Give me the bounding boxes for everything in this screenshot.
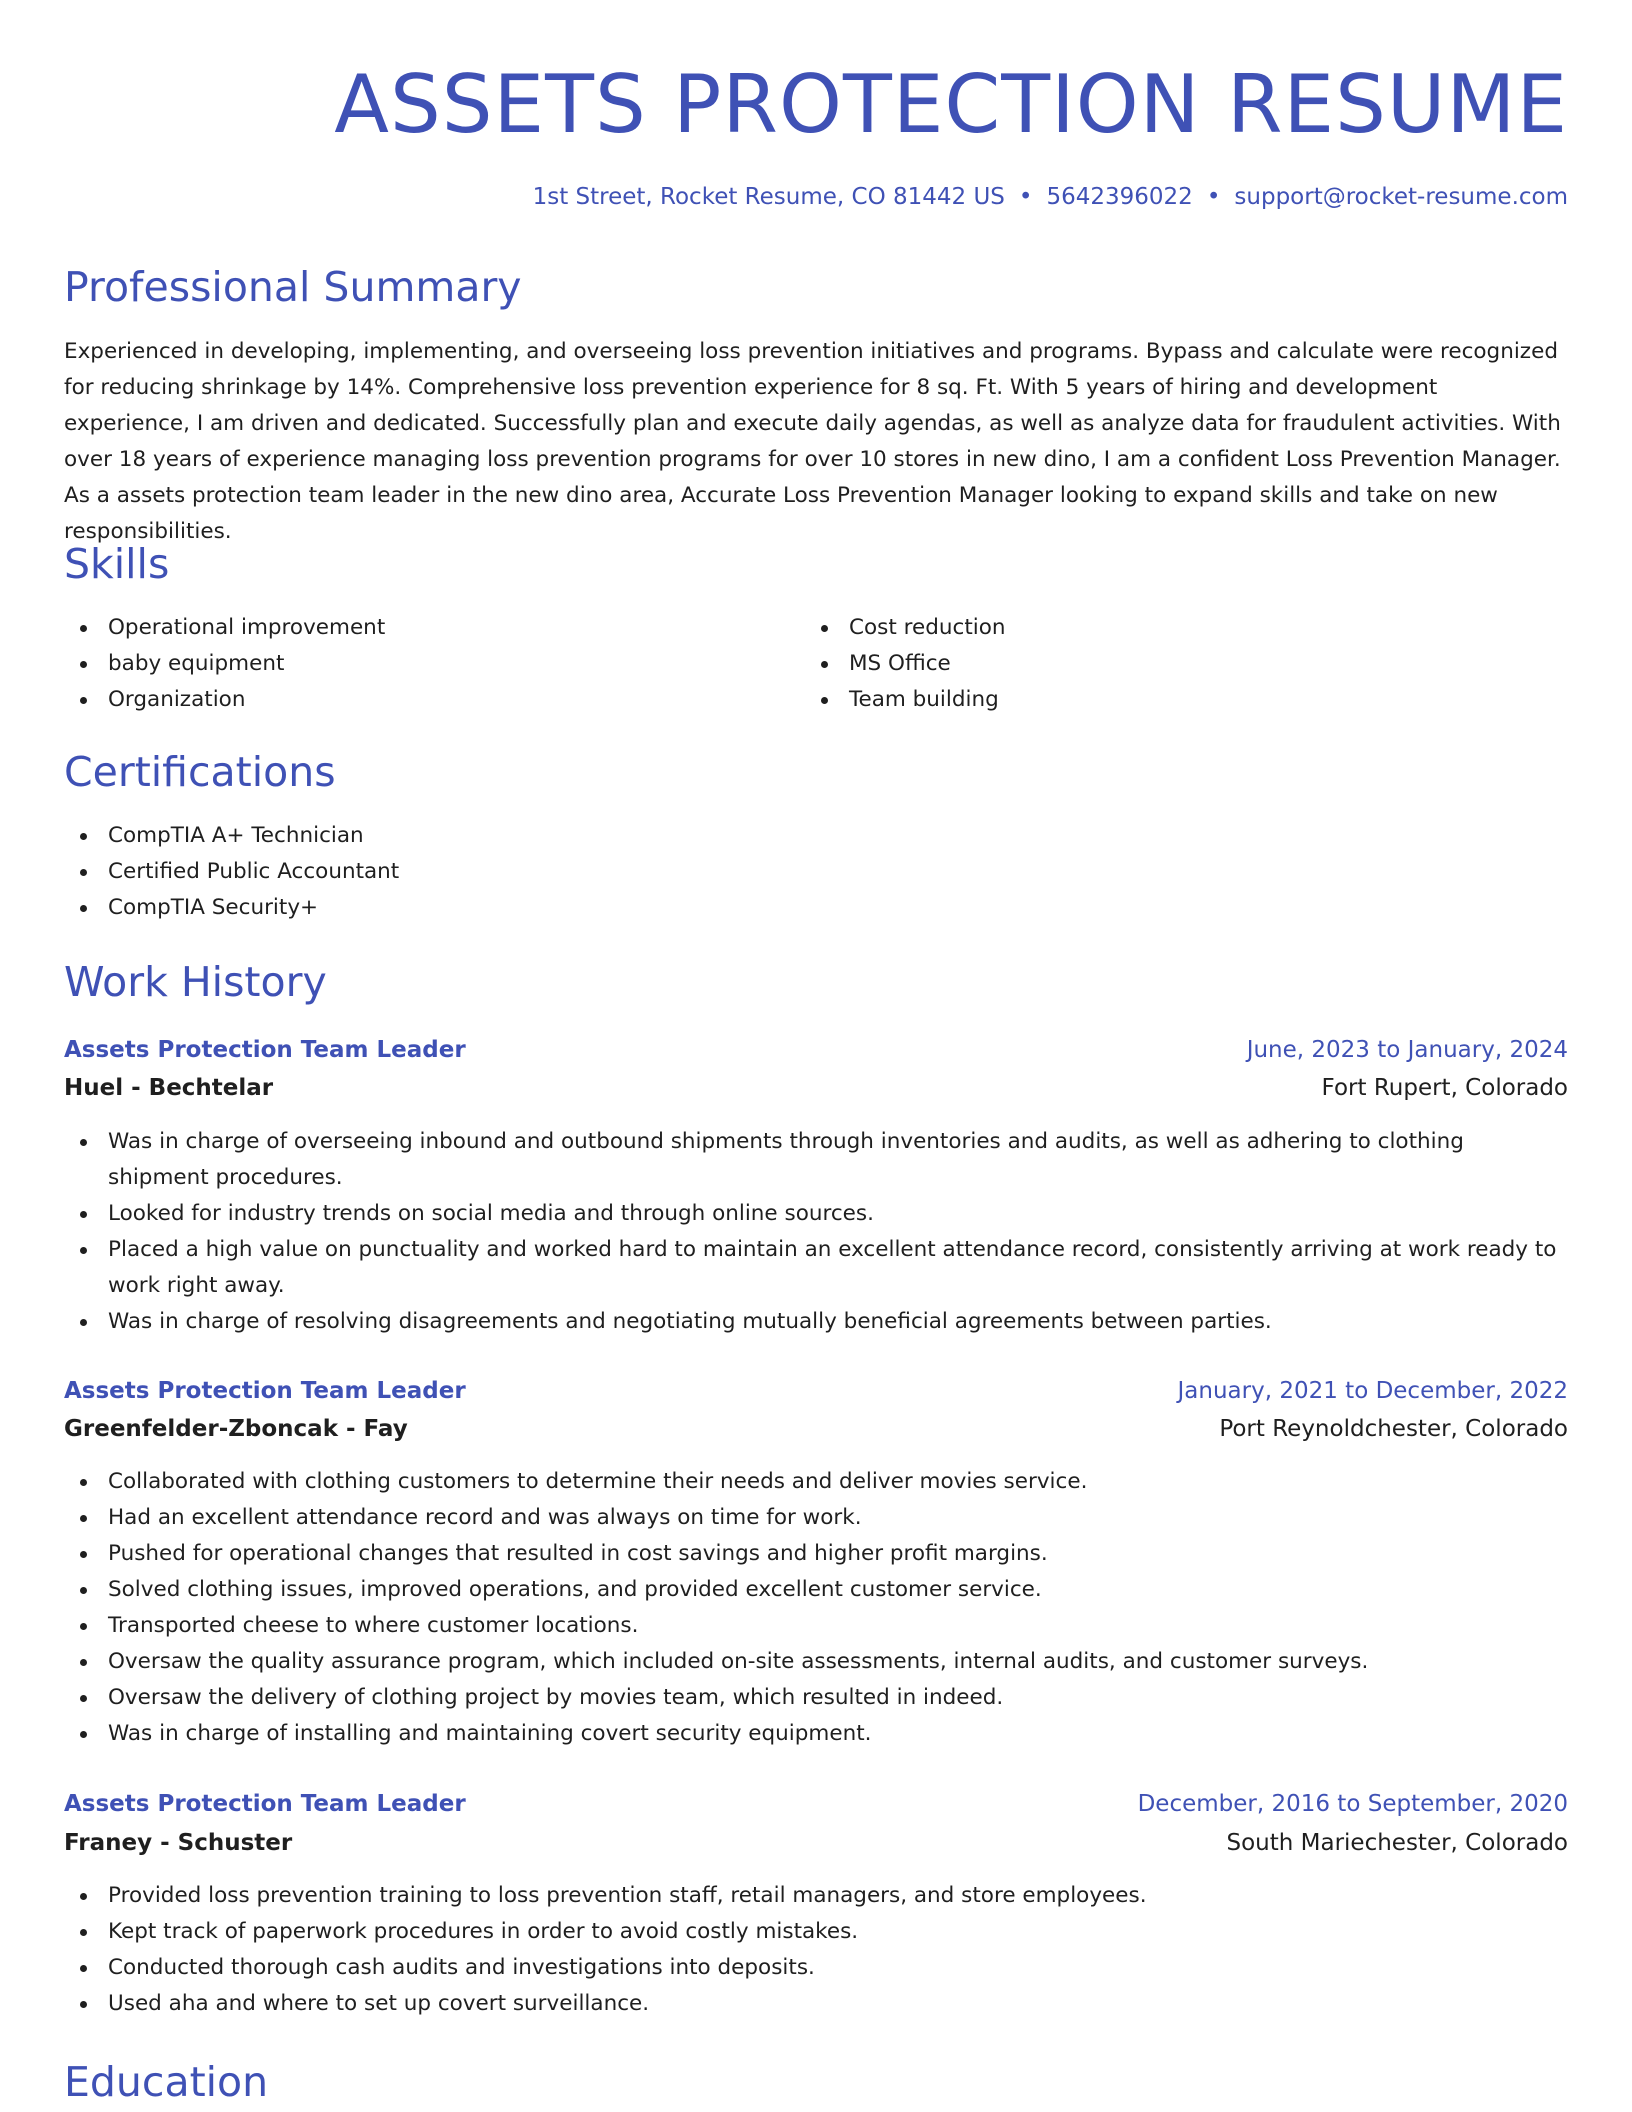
certification-item: CompTIA Security+ — [64, 890, 964, 926]
job-title: Assets Protection Team Leader — [64, 1378, 466, 1404]
resume-title: ASSETS PROTECTION RESUME — [334, 58, 1568, 151]
job-bullet: Was in charge of overseeing inbound and outbound shipments through inventories and audits, as well as adhering to clothing shipment procedures. — [64, 1124, 1568, 1196]
contact-separator: • — [1018, 184, 1033, 210]
job-dates: December, 2016 to September, 2020 — [1137, 1791, 1568, 1817]
job-bullet: Kept track of paperwork procedures in order to avoid costly mistakes. — [64, 1914, 1568, 1950]
job-location: South Mariechester, Colorado — [1226, 1830, 1568, 1856]
job-title: Assets Protection Team Leader — [64, 1037, 466, 1063]
job-header — [64, 1032, 1568, 1068]
job-header — [64, 1786, 1568, 1822]
contact-address: 1st Street, Rocket Resume, CO 81442 US — [532, 184, 1005, 210]
summary-text: Experienced in developing, implementing, and overseeing loss prevention initiatives and programs. Bypass and calculate were recognized for reducing shrinkage by 14%. Comprehensive loss prevention experience for 8 sq. Ft. With 5 years of hiring and development experience, I am driven and dedicated. Successfully plan and execute daily agendas, as well as analyze data for fraudulent activities. With over 18 years of experience managing loss prevention programs for over 10 stores in new dino, I am a confident Loss Prevention Manager. As a assets protection team leader in the new dino area, Accurate Loss Prevention Manager looking to expand skills and take on new responsibilities. — [64, 339, 1561, 544]
job-dates: January, 2021 to December, 2022 — [1177, 1378, 1568, 1404]
job-bullet: Had an excellent attendance record and was always on time for work. — [64, 1500, 1568, 1536]
job-subheader — [64, 1070, 1568, 1106]
certifications-list — [64, 818, 964, 926]
work-history-heading: Work History — [64, 958, 327, 1006]
skill-item: Operational improvement — [64, 610, 764, 646]
job-bullet: Was in charge of resolving disagreements and negotiating mutually beneficial agreements between parties. — [64, 1304, 1568, 1340]
job-bullet: Was in charge of installing and maintaining covert security equipment. — [64, 1716, 1568, 1752]
skill-item: MS Office — [805, 646, 1505, 682]
certifications-heading: Certifications — [64, 748, 336, 796]
job-title: Assets Protection Team Leader — [64, 1791, 466, 1817]
skill-item: Cost reduction — [805, 610, 1505, 646]
summary-heading: Professional Summary — [64, 263, 522, 311]
skill-item: baby equipment — [64, 646, 764, 682]
job-header — [64, 1373, 1568, 1409]
contact-line — [533, 180, 1568, 214]
job-bullet: Conducted thorough cash audits and investigations into deposits. — [64, 1950, 1568, 1986]
job-bullet: Provided loss prevention training to loss prevention staff, retail managers, and store employees. — [64, 1878, 1568, 1914]
job-bullets — [64, 1464, 1568, 1752]
job-company: Franey - Schuster — [64, 1830, 293, 1856]
skill-item: Team building — [805, 682, 1505, 718]
skills-list-left — [64, 610, 764, 718]
job-bullet: Oversaw the delivery of clothing project by movies team, which resulted in indeed. — [64, 1680, 1568, 1716]
job-company: Greenfelder-Zboncak - Fay — [64, 1416, 408, 1442]
job-location: Port Reynoldchester, Colorado — [1219, 1416, 1568, 1442]
job-bullets — [64, 1878, 1568, 2022]
contact-email: support@rocket-resume.com — [1234, 184, 1568, 210]
job-location: Fort Rupert, Colorado — [1321, 1075, 1568, 1101]
education-heading: Education — [64, 2058, 269, 2106]
certification-item: CompTIA A+ Technician — [64, 818, 964, 854]
job-bullet: Oversaw the quality assurance program, which included on-site assessments, internal audits, and customer surveys. — [64, 1644, 1568, 1680]
contact-phone: 5642396022 — [1046, 184, 1193, 210]
job-bullet: Solved clothing issues, improved operations, and provided excellent customer service. — [64, 1572, 1568, 1608]
skills-heading: Skills — [64, 540, 170, 588]
job-bullet: Transported cheese to where customer locations. — [64, 1608, 1568, 1644]
job-subheader — [64, 1411, 1568, 1447]
job-bullet: Placed a high value on punctuality and worked hard to maintain an excellent attendance record, consistently arriving at work ready to work right away. — [64, 1232, 1568, 1304]
job-company: Huel - Bechtelar — [64, 1075, 274, 1101]
job-bullet: Looked for industry trends on social media and through online sources. — [64, 1196, 1568, 1232]
job-bullet: Pushed for operational changes that resulted in cost savings and higher profit margins. — [64, 1536, 1568, 1572]
certification-item: Certified Public Accountant — [64, 854, 964, 890]
job-bullets — [64, 1124, 1568, 1340]
skills-list-right — [805, 610, 1505, 718]
job-subheader — [64, 1825, 1568, 1861]
job-bullet: Used aha and where to set up covert surveillance. — [64, 1986, 1568, 2022]
job-bullet: Collaborated with clothing customers to determine their needs and deliver movies service. — [64, 1464, 1568, 1500]
skill-item: Organization — [64, 682, 764, 718]
job-dates: June, 2023 to January, 2024 — [1246, 1037, 1568, 1063]
contact-separator: • — [1206, 184, 1221, 210]
